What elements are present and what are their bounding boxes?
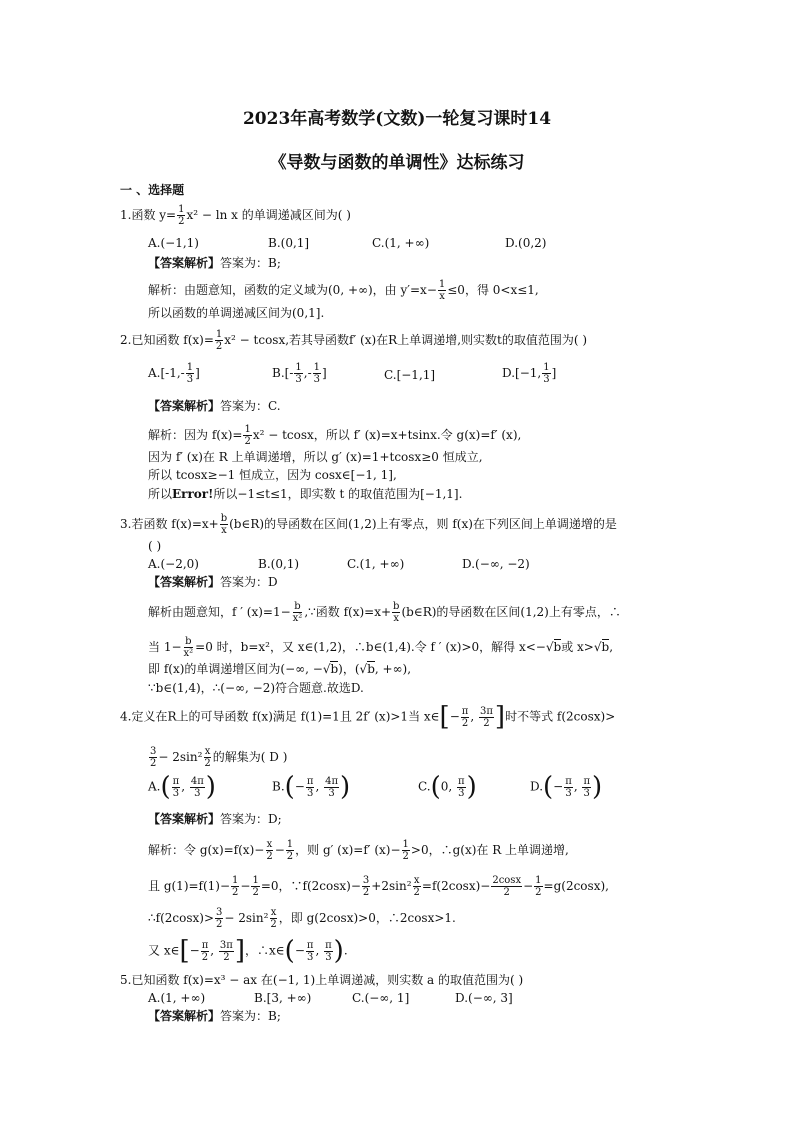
question-3: 3.若函数 f(x)=x+ $\frac{b}{x}$ (b∈R)的导函数在区间(1,2)上有零点，则 f(x)在下列区间上单调递增的是: [120, 513, 617, 536]
q3-option-b: B.(0,1): [258, 557, 300, 571]
q2-answer: 【答案解析】答案为：C.: [148, 399, 281, 413]
q2-solution-line2: 因为 f′ (x)在 R 上单调递增，所以 g′ (x)=1+tcosx≥0 恒成立,: [148, 450, 483, 464]
q2-solution-line4: 所以Error!所以−1≤t≤1，即实数 t 的取值范围为[−1,1].: [148, 487, 463, 501]
q5-option-c: C.(−∞, 1]: [352, 991, 410, 1005]
q3-option-d: D.(−∞, −2): [462, 557, 530, 571]
document-title-line2: 《导数与函数的单调性》达标练习: [269, 153, 525, 173]
q4-solution-line1: 解析：令 g(x)=f(x)− $\frac{x}{2}$ − $\frac{1}{2}$ ，则 g′ (x)=f′ (x)− $\frac{1}{2}$ >0，∴g(x)在 R 上单调递增,: [148, 839, 569, 862]
question-3-bracket: ( ): [148, 539, 162, 553]
q2-option-b: B.[- $\frac{1}{3}$ ,- $\frac{1}{3}$ ]: [272, 362, 327, 385]
q3-solution-line3: 即 f(x)的单调递增区间为(−∞, −√b)，(√b, +∞),: [148, 662, 412, 676]
q3-solution-line1: 解析由题意知，f ′ (x)=1− $\frac{b}{\text{x²}}$ ,∵函数 f(x)=x+ $\frac{b}{x}$ (b∈R)的导函数在区间(1,2)上有零点，∴: [148, 601, 621, 624]
q3-answer: 【答案解析】答案为：D: [148, 575, 278, 589]
q1-solution-line1: 解析：由题意知，函数的定义域为(0, +∞)，由 y′=x− $\frac{1}{x}$ ≤0，得 0<x≤1,: [148, 279, 539, 302]
q1-solution-line2: 所以函数的单调递减区间为(0,1].: [148, 306, 325, 320]
q5-option-d: D.(−∞, 3]: [455, 991, 513, 1005]
section-heading: 一 、选择题: [120, 183, 185, 197]
q4-option-a: A.( $\frac{\pi}{3}$ , $\frac{4\pi}{3}$ ): [148, 772, 216, 802]
q1-option-a: A.(−1,1): [148, 236, 199, 250]
q2-solution-line3: 所以 tcosx≥−1 恒成立，因为 cosx∈[−1, 1],: [148, 468, 397, 482]
q1-answer: 【答案解析】答案为：B;: [148, 256, 281, 270]
question-1: 1.函数 y= $\frac{1}{2}$ x² − ln x 的单调递减区间为( ): [120, 204, 351, 227]
q4-solution-line4: 又 x∈[− $\frac{\pi}{2}$ , $\frac{3\pi}{2}$ ]，∴x∈(− $\frac{\pi}{3}$ , $\frac{\pi}{3}$ ).: [148, 936, 348, 966]
q5-option-b: B.[3, +∞): [254, 991, 312, 1005]
q3-option-a: A.(−2,0): [148, 557, 199, 571]
q5-answer: 【答案解析】答案为：B;: [148, 1009, 281, 1023]
q3-option-c: C.(1, +∞): [347, 557, 405, 571]
q2-option-d: D.[−1, $\frac{1}{3}$ ]: [502, 362, 557, 385]
q2-option-c: C.[−1,1]: [384, 368, 436, 382]
q4-solution-line3: ∴f(2cosx)> $\frac{3}{2}$ − 2sin² $\frac{x}{2}$ ，即 g(2cosx)>0，∴2cosx>1.: [148, 907, 456, 930]
q3-solution-line2: 当 1− $\frac{b}{\text{x²}}$ =0 时，b=x²，又 x∈(1,2)，∴b∈(1,4).令 f ′ (x)>0，解得 x<−√b或 x>√b,: [148, 636, 614, 659]
q2-option-a: A.[-1,- $\frac{1}{3}$ ]: [148, 362, 200, 385]
q4-option-d: D.(− $\frac{\pi}{3}$ , $\frac{\pi}{3}$ ): [530, 772, 603, 802]
question-2: 2.已知函数 f(x)= $\frac{1}{2}$ x² − tcosx,若其导函数f′ (x)在R上单调递增,则实数t的取值范围为( ): [120, 329, 588, 352]
q4-solution-line2: 且 g(1)=f(1)− $\frac{1}{2}$ − $\frac{1}{2}$ =0，∵f(2cosx)− $\frac{3}{2}$ +2sin² $\frac{x}{2}$ =f(2cosx)− $\frac{2\cos x}{2}$ − $\frac{1}{2}$ =g(2cosx),: [148, 875, 609, 898]
q1-option-b: B.(0,1]: [268, 236, 310, 250]
question-4: 4.定义在R上的可导函数 f(x)满足 f(1)=1且 2f′ (x)>1当 x∈[− $\frac{\pi}{2}$ , $\frac{3\pi}{2}$ ]时不等式 f(2cosx)>: [120, 702, 616, 732]
question-4-line2: $\frac{3}{2}$ − 2sin² $\frac{x}{2}$ 的解集为( D ): [150, 746, 288, 769]
q4-answer: 【答案解析】答案为：D;: [148, 812, 282, 826]
q1-option-d: D.(0,2): [505, 236, 547, 250]
document-title-line1: 2023年高考数学(文数)一轮复习课时14: [242, 109, 552, 129]
q4-option-b: B.(− $\frac{\pi}{3}$ , $\frac{4\pi}{3}$ ): [272, 772, 351, 802]
q2-solution-line1: 解析：因为 f(x)= $\frac{1}{2}$ x² − tcosx，所以 f′ (x)=x+tsinx.令 g(x)=f′ (x),: [148, 424, 522, 447]
q1-option-c: C.(1, +∞): [372, 236, 430, 250]
q3-solution-line4: ∵b∈(1,4)，∴(−∞, −2)符合题意.故选D.: [148, 681, 364, 695]
q4-option-c: C.(0, $\frac{\pi}{3}$ ): [418, 772, 477, 802]
q5-option-a: A.(1, +∞): [148, 991, 206, 1005]
question-5: 5.已知函数 f(x)=x³ − ax 在(−1, 1)上单调递减，则实数 a 的取值范围为( ): [120, 973, 524, 987]
